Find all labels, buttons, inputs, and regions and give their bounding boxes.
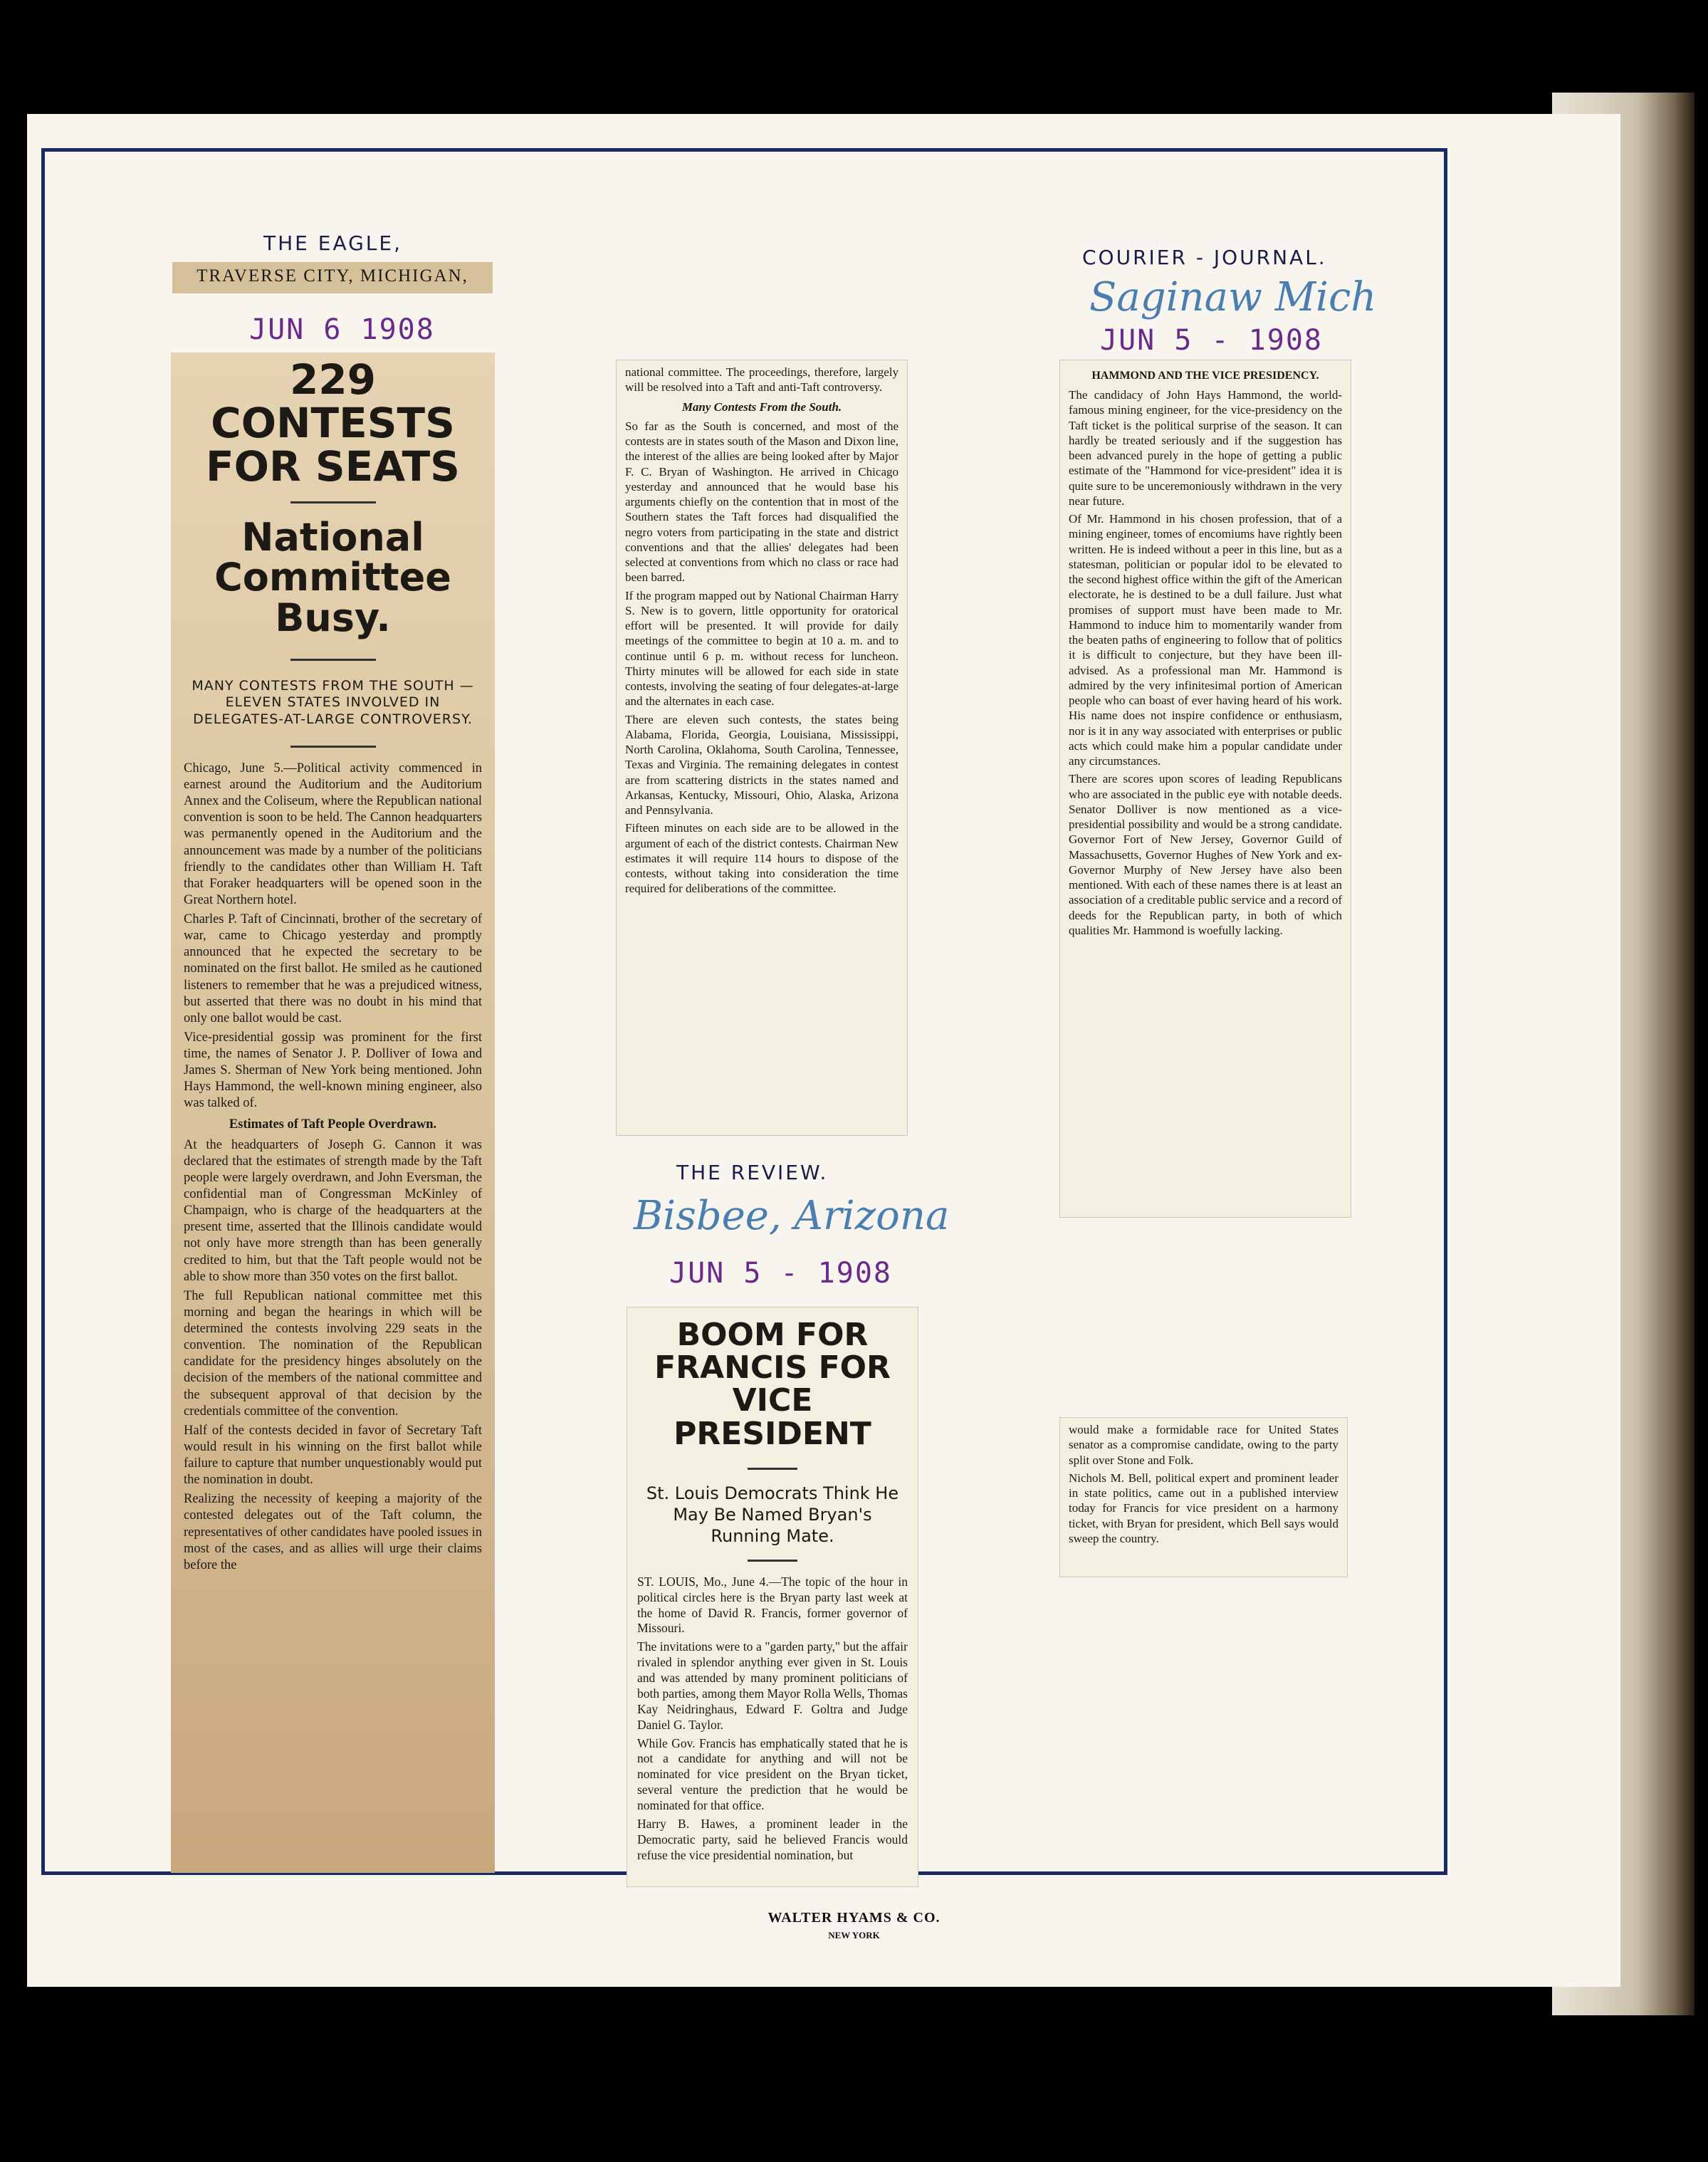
eagle-headline-1: 229 CONTESTS FOR SEATS <box>206 355 460 491</box>
eagle-city: TRAVERSE CITY, MICHIGAN, <box>197 266 468 286</box>
eagle-rule-3 <box>290 746 376 748</box>
eagle-rule-2 <box>290 659 376 661</box>
eagle-para-5: The full Republican national committee met this morning and began the hearings in which will be determined the contests involving 229 seats in the convention. The nomination of the Republican candidate for the presidency hinges absolutely on the decision of the members of the national committee and the subsequent approval of that decision by the credentials committee of the convention. <box>184 1288 482 1419</box>
review-para-2: The invitations were to a "garden party," but the affair rivaled in splendor anything ever given in St. Louis and was attended by many prominent politicians of both parties, among them Mayor Rolla Wells, Thomas Kay Neidringhaus, Edward F. Goltra and Judge Daniel G. Taylor. <box>637 1639 908 1732</box>
eagle-para-2: Charles P. Taft of Cincinnati, brother of the secretary of war, came to Chicago yesterday and promptly announced that he expected the secretary to be nominated on the first ballot. He smiled as he cautioned listeners to remember that he was a prejudiced witness, but asserted that there was no doubt in his mind that only one ballot would be cast. <box>184 912 482 1025</box>
cont-para-3: If the program mapped out by National Chairman Harry S. New is to govern, little opportunity for oratorical effort will be presented. It will provide for daily meetings of the committee to begin at 10 a. m. and to continue until 6 p. m. without recess for luncheon. Thirty minutes will be allowed for each side in state contests, involving the seating of four delegates-at-large and the alternates in each case. <box>625 588 898 709</box>
courier-date-stamp: JUN 5 - 1908 <box>1100 324 1323 357</box>
review-cont-para-2: Nichols M. Bell, political expert and prominent leader in state politics, came out in a published interview today for Francis for vice president on a harmony ticket, with Bryan for president, which Bell says would sweep the country. <box>1069 1471 1338 1545</box>
cont-para-2: So far as the South is concerned, and most of the contests are in states south of the Mason and Dixon line, the interest of the allies are being looked after by Major F. C. Bryan of Washington. He arrived in Chicago yesterday and announced that he would base his arguments chiefly on the contention that in most of the Southern states the Taft forces had disqualified the negro voters from participating in the state and district conventions and that the allies' delegates had been selected at conventions from which no class or race had been barred. <box>625 419 898 585</box>
courier-headline: HAMMOND AND THE VICE PRESIDENCY. <box>1091 370 1319 382</box>
review-para-4: Harry B. Hawes, a prominent leader in the Democratic party, said he believed Francis would refuse the vice presidential nomination, but <box>637 1816 908 1862</box>
review-date-stamp: JUN 5 - 1908 <box>669 1257 892 1290</box>
cont-para-5: Fifteen minutes on each side are to be allowed in the argument of each of the district contests. Chairman New estimates it will require 114 hours to dispose of the contests, without taking into consideration the time required for deliberations of the committee. <box>625 821 898 896</box>
courier-clipping <box>1059 360 1351 1218</box>
review-clipping <box>627 1307 918 1887</box>
eagle-para-1: Chicago, June 5.—Political activity commenced in earnest around the Auditorium and the Auditorium Annex and the Coliseum, where the Republican national convention is soon to be held. The Cannon headquarters was permanently opened in the Auditorium and the announcement was made by a number of the politicians friendly to the candidates other than William H. Taft that Foraker headquarters will be opened soon in the Great Northern hotel. <box>184 761 482 907</box>
eagle-subhead: Estimates of Taft People Overdrawn. <box>229 1117 437 1132</box>
eagle-deck: MANY CONTESTS FROM THE SOUTH — ELEVEN STATES INVOLVED IN DELEGATES-AT-LARGE CONTROVERSY. <box>192 677 474 728</box>
eagle-clipping <box>171 352 495 1873</box>
review-rule-2 <box>748 1560 797 1562</box>
review-rule-1 <box>748 1468 797 1470</box>
eagle-masthead: THE EAGLE, <box>263 231 402 255</box>
review-masthead: THE REVIEW. <box>676 1161 829 1184</box>
publisher-name: WALTER HYAMS & CO. <box>767 1910 941 1926</box>
courier-para-2: Of Mr. Hammond in his chosen profession, that of a mining engineer, tomes of encomiums have rightly been written. He is indeed without a peer in this line, but as a statesman, politician or popular idol to be elevated to the second highest office within the gift of the American electorate, he is destined to be a dull failure. Just what promises of support must have been made to Mr. Hammond to induce him to momentarily wander from the beaten paths of engineering to follow that of politics it is difficult to conjecture, but they have been ill-advised. As a professional man Mr. Hammond is admired by the very infinitesimal portion of American people who can boast of ever having heard of his work. His name does not inspire confidence or enthusiasm, nor is it in any way associated with enterprises or public acts which could make him a popular candidate under any circumstances. <box>1069 512 1342 768</box>
cont-para-4: There are eleven such contests, the states being Alabama, Florida, Georgia, Louisiana, Mississippi, North Carolina, Oklahoma, South Carolina, Tennessee, Texas and Virginia. The remaining delegates in contest are from scattering districts in the states named and Arkansas, Kentucky, Missouri, Ohio, Alaska, Arizona and Pennsylvania. <box>625 712 898 817</box>
courier-masthead: COURIER - JOURNAL. <box>1082 246 1327 269</box>
review-handwritten-location: Bisbee, Arizona <box>634 1193 950 1239</box>
review-para-3: While Gov. Francis has emphatically stated that he is not a candidate for anything and will not be nominated for vice president on the Bryan ticket, several venture the prediction that he would be nominated for that office. <box>637 1735 908 1812</box>
cont-subhead: Many Contests From the South. <box>681 400 842 414</box>
courier-handwritten-location: Saginaw Mich <box>1089 274 1377 320</box>
review-para-1: ST. LOUIS, Mo., June 4.—The topic of the hour in political circles here is the Bryan party last week at the home of David R. Francis, former governor of Missouri. <box>637 1574 908 1636</box>
eagle-headline-2: National Committee Busy. <box>214 514 451 641</box>
review-headline: BOOM FOR FRANCIS FOR VICE PRESIDENT <box>654 1317 891 1452</box>
review-cont-para-1: would make a formidable race for United States senator as a compromise candidate, owing to the party split over Stone and Folk. <box>1069 1423 1338 1467</box>
eagle-para-7: Realizing the necessity of keeping a majority of the contested delegates out of the Taft column, the representatives of other candidates have pooled issues in most of the cases, and as allies will urge their claims before the <box>184 1492 482 1572</box>
eagle-city-strip <box>172 262 493 293</box>
courier-para-1: The candidacy of John Hays Hammond, the world-famous mining engineer, for the vice-presidency on the Taft ticket is the political surprise of the season. It can hardly be treated seriously and if the suggestion has been advanced purely in the hope of getting a public estimate of the "Hammond for vice-president" idea it is quite sure to be unceremoniously withdrawn in the very near future. <box>1069 388 1342 508</box>
eagle-date-stamp: JUN 6 1908 <box>249 313 435 346</box>
review-deck: St. Louis Democrats Think He May Be Named Bryan's Running Mate. <box>646 1483 899 1546</box>
review-continuation-clipping <box>1059 1417 1348 1577</box>
cont-para-1: national committee. The proceedings, therefore, largely will be resolved into a Taft and anti-Taft controversy. <box>625 365 898 395</box>
eagle-continuation-clipping <box>616 360 908 1136</box>
eagle-para-3: Vice-presidential gossip was prominent for the first time, the names of Senator J. P. Dolliver of Iowa and James S. Sherman of New York being mentioned. John Hays Hammond, the well-known mining engineer, also was talked of. <box>184 1030 482 1111</box>
eagle-rule-1 <box>290 501 376 503</box>
courier-para-3: There are scores upon scores of leading Republicans who are associated in the public eye with notable deeds. Senator Dolliver is now mentioned as a vice-presidential possibility and would be a strong candidate. Governor Fort of New Jersey, Governor Guild of Massachusetts, Governor Hughes of New York and ex-Governor Murphy of New Jersey have also been mentioned. With each of these names there is at least an association of a creditable public service and a record of deeds for the Republican party, in both of which qualities Mr. Hammond is woefully lacking. <box>1069 772 1342 937</box>
eagle-para-6: Half of the contests decided in favor of Secretary Taft would result in his winning on the first ballot while failure to capture that number unquestionably would put the nomination in doubt. <box>184 1423 482 1488</box>
eagle-para-4: At the headquarters of Joseph G. Cannon it was declared that the estimates of strength made by the Taft people were largely overdrawn, and John Eversman, the confidential man of Congressman McKinley of Champaign, who is charge of the headquarters at the present time, asserted that the Illinois candidate would not only have more strength than has been generally credited to him, but that the Taft people would not be able to show more than 350 votes on the first ballot. <box>184 1137 482 1284</box>
publisher-city: NEW YORK <box>828 1930 880 1941</box>
